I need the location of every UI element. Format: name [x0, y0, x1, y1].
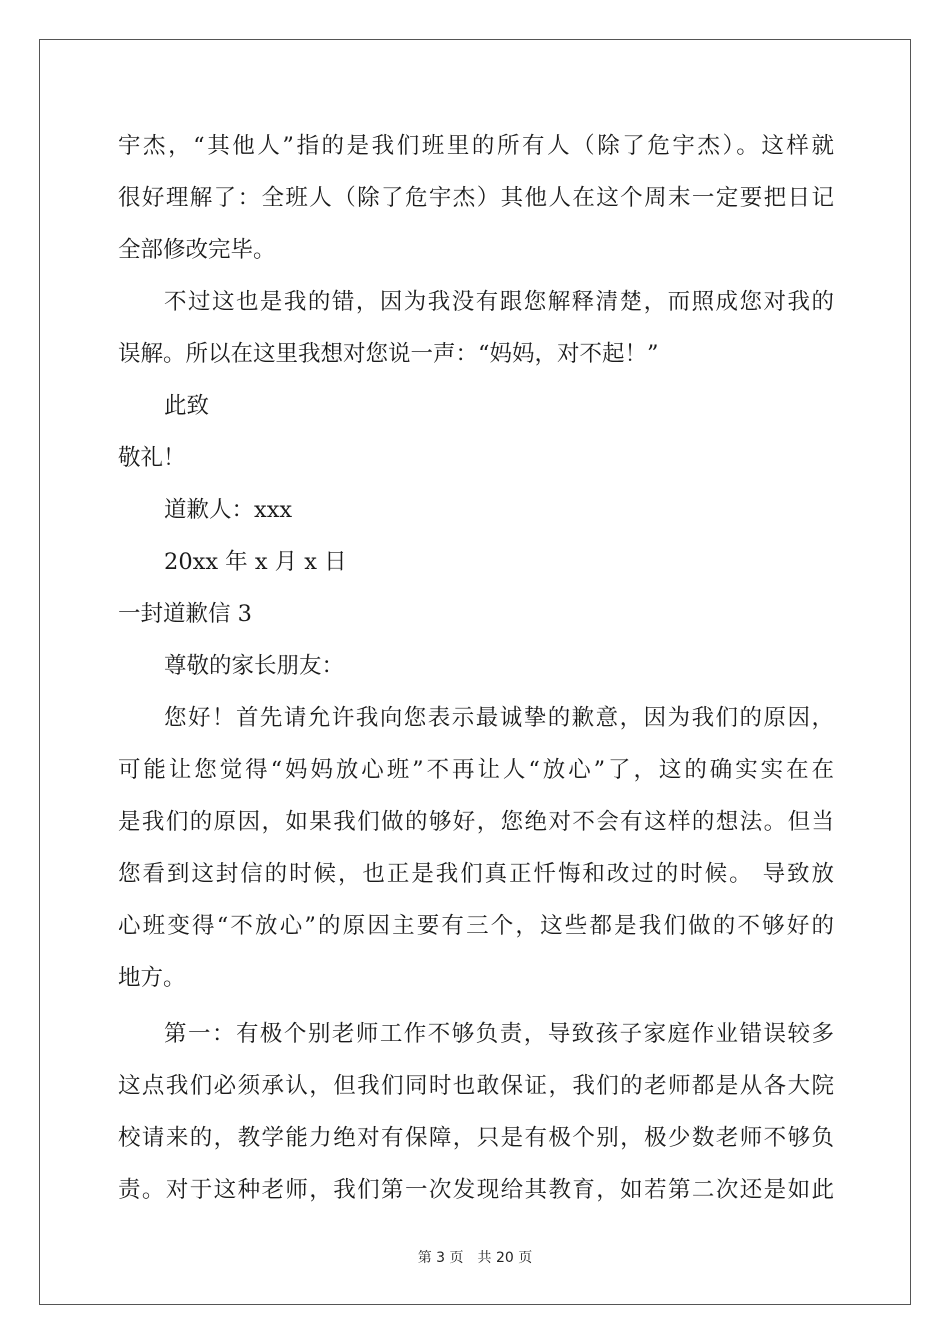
closing-salutation: 此致 [164, 393, 210, 419]
text-line: 可能让您觉得“妈妈放心班”不再让人“放心”了，这的确实实在在 [118, 757, 834, 783]
section-title: 一封道歉信 3 [118, 601, 252, 627]
date-line: 20xx 年 x 月 x 日 [164, 549, 347, 575]
paragraph-first-line: 您好！首先请允许我向您表示最诚挚的歉意，因为我们的原因， [164, 705, 834, 731]
text-line: 心班变得“不放心”的原因主要有三个，这些都是我们做的不够好的 [118, 913, 834, 939]
letter-greeting: 尊敬的家长朋友： [164, 653, 345, 679]
text-line: 这点我们必须承认，但我们同时也敢保证，我们的老师都是从各大院 [118, 1073, 834, 1099]
text-line: 责。对于这种老师，我们第一次发现给其教育，如若第二次还是如此 [118, 1177, 834, 1203]
text-line: 宇杰，“其他人”指的是我们班里的所有人（除了危宇杰）。这样就 [118, 133, 834, 159]
text-line: 是我们的原因，如果我们做的够好，您绝对不会有这样的想法。但当 [118, 809, 834, 835]
page-number: 第 3 页 共 20 页 [417, 1250, 533, 1266]
text-line: 校请来的，教学能力绝对有保障，只是有极个别，极少数老师不够负 [118, 1125, 834, 1151]
text-line: 误解。所以在这里我想对您说一声：“妈妈，对不起！” [118, 341, 659, 367]
text-line: 地方。 [118, 965, 186, 991]
text-line: 您看到这封信的时候，也正是我们真正忏悔和改过的时候。 导致放 [118, 861, 834, 887]
text-line: 全部修改完毕。 [118, 237, 276, 263]
closing-regards: 敬礼！ [118, 445, 186, 471]
signature-line: 道歉人：xxx [164, 497, 293, 523]
text-line: 很好理解了：全班人（除了危宇杰）其他人在这个周末一定要把日记 [118, 185, 834, 211]
paragraph-first-line: 第一：有极个别老师工作不够负责，导致孩子家庭作业错误较多 [164, 1021, 834, 1047]
paragraph-first-line: 不过这也是我的错，因为我没有跟您解释清楚，而照成您对我的 [164, 289, 834, 315]
